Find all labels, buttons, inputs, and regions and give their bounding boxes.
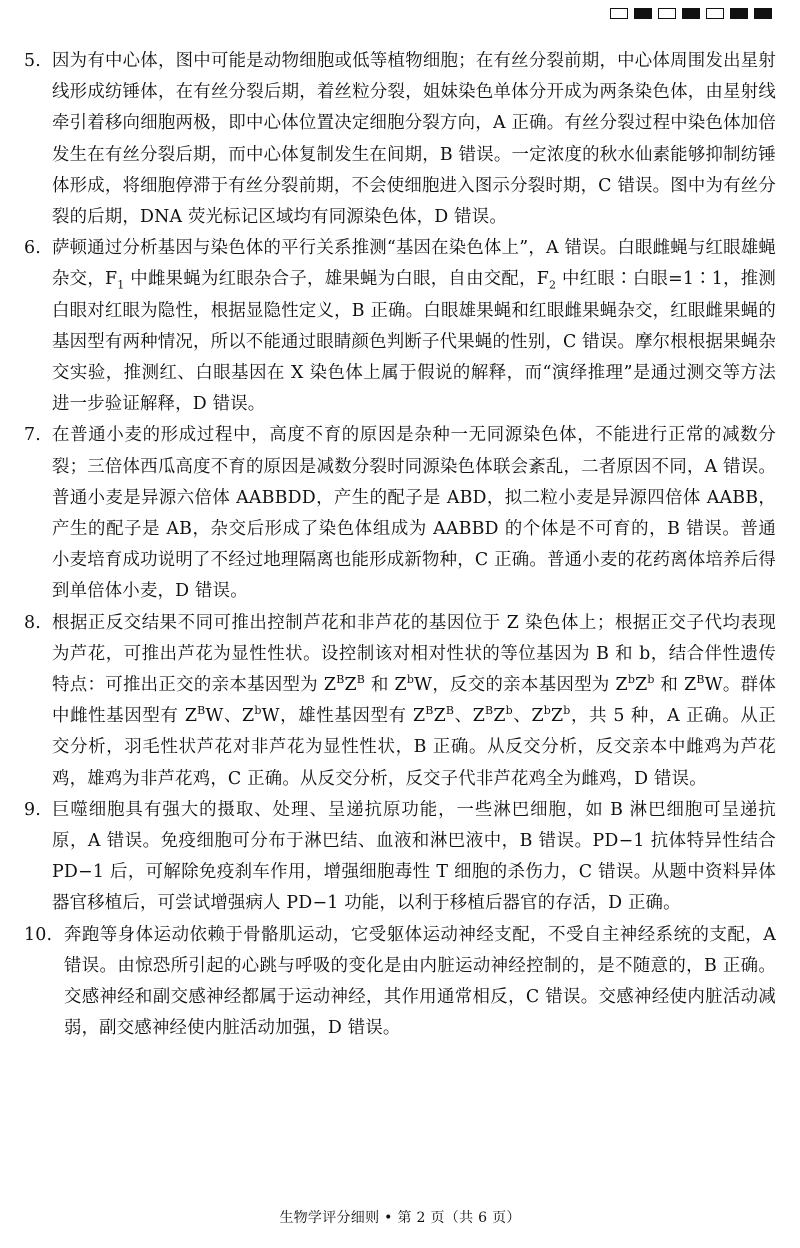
item-text: 巨噬细胞具有强大的摄取、处理、呈递抗原功能，一些淋巴细胞，如 B 淋巴细胞可呈递抗原，A 错误。免疫细胞可分布于淋巴结、血液和淋巴液中，B 错误。PD−1 抗体特异性结合 PD−1 后，可解除免疫刹车作用，增强细胞毒性 T 细胞的杀伤力，C 错误。从题中资料异体器官移植后，可尝试增强病人 PD−1 功能，以利于移植后器官的存活，D 正确。 — [52, 799, 776, 914]
answer-item-8 — [24, 608, 776, 795]
answer-content — [24, 46, 776, 1045]
header-mark-outline — [658, 8, 676, 19]
header-mark-filled — [634, 8, 652, 19]
item-number: 7. — [24, 425, 41, 446]
header-mark-filled — [682, 8, 700, 19]
header-mark-filled — [754, 8, 772, 19]
answer-item-6 — [24, 233, 776, 420]
item-text: 萨顿通过分析基因与染色体的平行关系推测“基因在染色体上”，A 错误。白眼雌蝇与红眼雄蝇杂交，$F_1$ 中雌果蝇为红眼杂合子，雄果蝇为白眼，自由交配，$F_2$ 中红眼∶白眼=1∶1，推测白眼对红眼为隐性，根据显隐性定义，B 正确。白眼雄果蝇和红眼雌果蝇杂交，红眼雌果蝇的基因型有两种情况，所以不能通过眼睛颜色判断子代果蝇的性别，C 错误。摩尔根根据果蝇杂交实验，推测红、白眼基因在 X 染色体上属于假说的解释，而“演绎推理”是通过测交等方法进一步验证解释，D 错误。 — [52, 238, 777, 415]
header-mark-filled — [730, 8, 748, 19]
item-text: 根据正反交结果不同可推出控制芦花和非芦花的基因位于 Z 染色体上；根据正交子代均表现为芦花，可推出芦花为显性性状。设控制该对相对性状的等位基因为 B 和 b，结合伴性遗传特点：可推出正交的亲本基因型为 $Z^BZ^B$ 和 $Z^bW$，反交的亲本基因型为 $Z^bZ^b$ 和 $Z^BW$。群体中雌性基因型有 $Z^BW$、$Z^bW$，雄性基因型有 $Z^BZ^B$、$Z^BZ^b$、$Z^bZ^b$，共 5 种，A 正确。从正交分析，羽毛性状芦花对非芦花为显性性状，B 正确。从反交分析，反交亲本中雌鸡为芦花鸡，雄鸡为非芦花鸡，C 正确。从反交分析，反交子代非芦花鸡全为雌鸡，D 错误。 — [52, 612, 777, 789]
header-mark-outline — [706, 8, 724, 19]
header-mark-outline — [610, 8, 628, 19]
answer-item-7 — [24, 420, 776, 607]
header-marks — [610, 8, 772, 19]
item-number: 10. — [24, 924, 53, 945]
item-number: 6. — [24, 238, 41, 259]
item-text: 因为有中心体，图中可能是动物细胞或低等植物细胞；在有丝分裂前期，中心体周围发出星射线形成纺锤体，在有丝分裂后期，着丝粒分裂，姐妹染色单体分开成为两条染色体，由星射线牵引着移向细胞两极，即中心体位置决定细胞分裂方向，A 正确。有丝分裂过程中染色体加倍发生在有丝分裂后期，而中心体复制发生在间期，B 错误。一定浓度的秋水仙素能够抑制纺锤体形成，将细胞停滞于有丝分裂前期，不会使细胞进入图示分裂时期，C 错误。图中为有丝分裂的后期，DNA 荧光标记区域均有同源染色体，D 错误。 — [52, 51, 776, 228]
answer-item-10 — [24, 920, 776, 1045]
item-text: 奔跑等身体运动依赖于骨骼肌运动，它受躯体运动神经支配，不受自主神经系统的支配，A 错误。由惊恐所引起的心跳与呼吸的变化是由内脏运动神经控制的，是不随意的，B 正确。交感神经和副交感神经都属于运动神经，其作用通常相反，C 错误。交感神经使内脏活动减弱，副交感神经使内脏活动加强，D 错误。 — [64, 924, 776, 1039]
item-number: 8. — [24, 612, 41, 633]
item-number: 9. — [24, 799, 41, 820]
page-footer: 生物学评分细则 • 第 2 页（共 6 页） — [279, 1210, 521, 1226]
item-number: 5. — [24, 51, 41, 71]
item-text: 在普通小麦的形成过程中，高度不育的原因是杂种一无同源染色体，不能进行正常的减数分裂；三倍体西瓜高度不育的原因是减数分裂时同源染色体联会紊乱，二者原因不同，A 错误。普通小麦是异源六倍体 AABBDD，产生的配子是 ABD，拟二粒小麦是异源四倍体 AABB，产生的配子是 AB，杂交后形成了染色体组成为 AABBD 的个体是不可育的，B 错误。普通小麦培育成功说明了不经过地理隔离也能形成新物种，C 正确。普通小麦的花药离体培养后得到单倍体小麦，D 错误。 — [52, 425, 776, 602]
answer-item-5 — [24, 46, 776, 233]
answer-item-9 — [24, 795, 776, 920]
